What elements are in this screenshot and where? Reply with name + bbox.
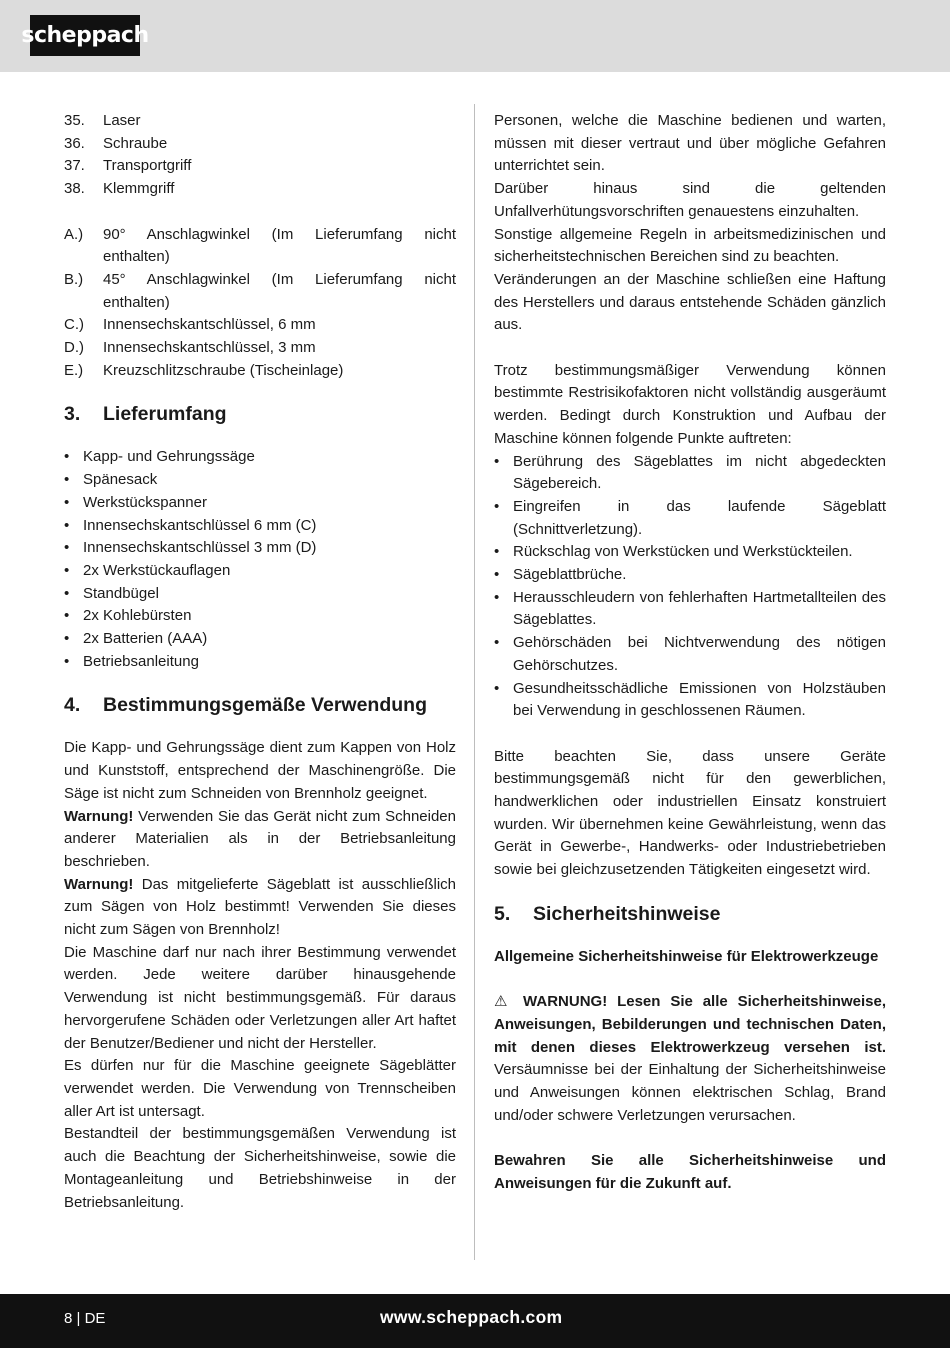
paragraph: Bitte beachten Sie, dass unsere Geräte bestimmungsgemäß nicht für den gewerblichen, handwerklichen oder industriellen Einsatz konstruiert wurden. Wir übernehmen keine Gewährleistung, wenn das Gerät in Gewerbe-, Handwerks- oder Industriebetrieben sowie bei gleichzusetzenden Tätigkeiten eingesetzt wird.	[494, 747, 886, 879]
paragraph: Es dürfen nur für die Maschine geeignete Sägeblätter verwendet werden. Die Verwendung von Trennscheiben aller Art ist untersagt.	[64, 1057, 456, 1120]
section-heading-4: 4. Bestimmungsgemäße Verwendung	[64, 694, 427, 717]
list-item: • Standbügel	[64, 584, 159, 602]
keep-instructions: Bewahren Sie alle Sicherheitshinweise und Anweisungen für die Zukunft auf.	[494, 1152, 886, 1192]
list-item: 38. Klemmgriff	[64, 180, 175, 198]
section-subtitle: Allgemeine Sicherheitshinweise für Elektrowerkzeuge	[494, 947, 879, 965]
paragraph: Veränderungen an der Maschine schließen eine Haftung des Herstellers und daraus entstehende Schäden gänzlich aus.	[494, 270, 886, 334]
list-item: • Spänesack	[64, 471, 158, 489]
brand-logo: scheppach	[30, 15, 140, 56]
paragraph: Sonstige allgemeine Regeln in arbeitsmedizinischen und sicherheitstechnischen Bereichen sind zu beachten.	[494, 225, 886, 266]
list-item: A.) 90° Anschlagwinkel (Im Lieferumfang nicht enthalten)	[64, 225, 456, 266]
risk-list	[494, 451, 886, 723]
paragraph: Personen, welche die Maschine bedienen und warten, müssen mit dieser vertraut und über mögliche Gefahren unterrichtet sein.	[494, 112, 886, 175]
list-item: • 2x Werkstückauflagen	[64, 561, 231, 579]
list-item: • Sägeblattbrüche.	[494, 566, 627, 584]
parts-list	[64, 110, 456, 201]
column-divider	[474, 104, 475, 1260]
right-column	[494, 110, 886, 1196]
accessory-list	[64, 224, 456, 383]
list-item: • Werkstückspanner	[64, 493, 207, 511]
section-heading-3: 3. Lieferumfang	[64, 403, 227, 426]
paragraph: Die Kapp- und Gehrungssäge dient zum Kappen von Holz und Kunststoff, entsprechend der Maschinengröße. Die Säge ist nicht zum Schneiden von Brennholz geeignet.	[64, 739, 456, 802]
list-item: • Eingreifen in das laufende Sägeblatt (Schnittverletzung).	[494, 497, 886, 538]
list-item: 35. Laser	[64, 112, 141, 129]
list-item: 36. Schraube	[64, 134, 168, 152]
list-item: D.) Innensechskantschlüssel, 3 mm	[64, 339, 316, 357]
list-item: • Gehörschäden bei Nichtverwendung des nötigen Gehörschutzes.	[494, 634, 886, 674]
list-item: • 2x Batterien (AAA)	[64, 630, 208, 648]
warning-icon: ⚠	[494, 993, 514, 1011]
warning-paragraph: ⚠ WARNUNG! Lesen Sie alle Sicherheitshinweise, Anweisungen, Bebilderungen und technischen Daten, mit denen dieses Elektrowerkzeug versehen ist. Versäumnisse bei der Einhaltung der Sicherheitshinweise und Anweisungen können elektrischen Schlag, Brand und/oder schwere Verletzungen verursachen.	[494, 993, 886, 1124]
warning-paragraph: Warnung! Das mitgelieferte Sägeblatt ist ausschließlich zum Sägen von Holz bestimmt! Verwenden Sie dieses nicht zum Sägen von Brennholz!	[64, 875, 456, 939]
list-item: • Betriebsanleitung	[64, 652, 199, 670]
warning-paragraph: Warnung! Verwenden Sie das Gerät nicht zum Schneiden anderer Materialien als in der Betriebsanleitung beschrieben.	[64, 807, 456, 870]
list-item: E.) Kreuzschlitzschraube (Tischeinlage)	[64, 361, 344, 379]
list-item: • Innensechskantschlüssel 3 mm (D)	[64, 539, 317, 557]
list-item: • 2x Kohlebürsten	[64, 607, 192, 625]
page-header	[0, 0, 950, 72]
paragraph: Trotz bestimmungsmäßiger Verwendung können bestimmte Restrisikofaktoren nicht vollständig ausgeräumt werden. Bedingt durch Konstruktion und Aufbau der Maschine können folgende Punkte auftreten:	[494, 361, 886, 447]
section-heading-5: 5. Sicherheitshinweise	[494, 902, 721, 925]
paragraph: Darüber hinaus sind die geltenden Unfallverhütungsvorschriften genauestens einzuhalten.	[494, 180, 886, 220]
list-item: • Rückschlag von Werkstücken und Werkstückteilen.	[494, 543, 853, 561]
list-item: • Kapp- und Gehrungssäge	[64, 448, 255, 466]
list-item: • Berührung des Sägeblattes im nicht abgedeckten Sägebereich.	[494, 452, 886, 493]
page-footer	[0, 1294, 950, 1348]
list-item: • Herausschleudern von fehlerhaften Hartmetallteilen des Sägeblattes.	[494, 588, 886, 629]
list-item: • Gesundheitsschädliche Emissionen von Holzstäuben bei Verwendung in geschlossenen Räumen.	[494, 679, 886, 720]
paragraph: Die Maschine darf nur nach ihrer Bestimmung verwendet werden. Jede weitere darüber hinausgehende Verwendung ist nicht bestimmungsgemäß. Für daraus hervorgerufene Schäden oder Verletzungen aller Art haftet der Benutzer/Bediener und nicht der Hersteller.	[64, 943, 456, 1052]
website-url: www.scheppach.com	[380, 1307, 563, 1327]
list-item: 37. Transportgriff	[64, 157, 192, 175]
paragraph: Bestandteil der bestimmungsgemäßen Verwendung ist auch die Beachtung der Sicherheitshinweise, sowie die Montageanleitung und Betriebshinweise in der Betriebsanleitung.	[64, 1125, 456, 1211]
list-item: B.) 45° Anschlagwinkel (Im Lieferumfang nicht enthalten)	[64, 270, 456, 311]
page-number: 8 | DE	[64, 1310, 106, 1327]
usage-text	[64, 737, 456, 1214]
list-item: • Innensechskantschlüssel 6 mm (C)	[64, 516, 317, 534]
list-item: C.) Innensechskantschlüssel, 6 mm	[64, 316, 316, 334]
left-column	[64, 110, 456, 1214]
delivery-list	[64, 446, 456, 673]
